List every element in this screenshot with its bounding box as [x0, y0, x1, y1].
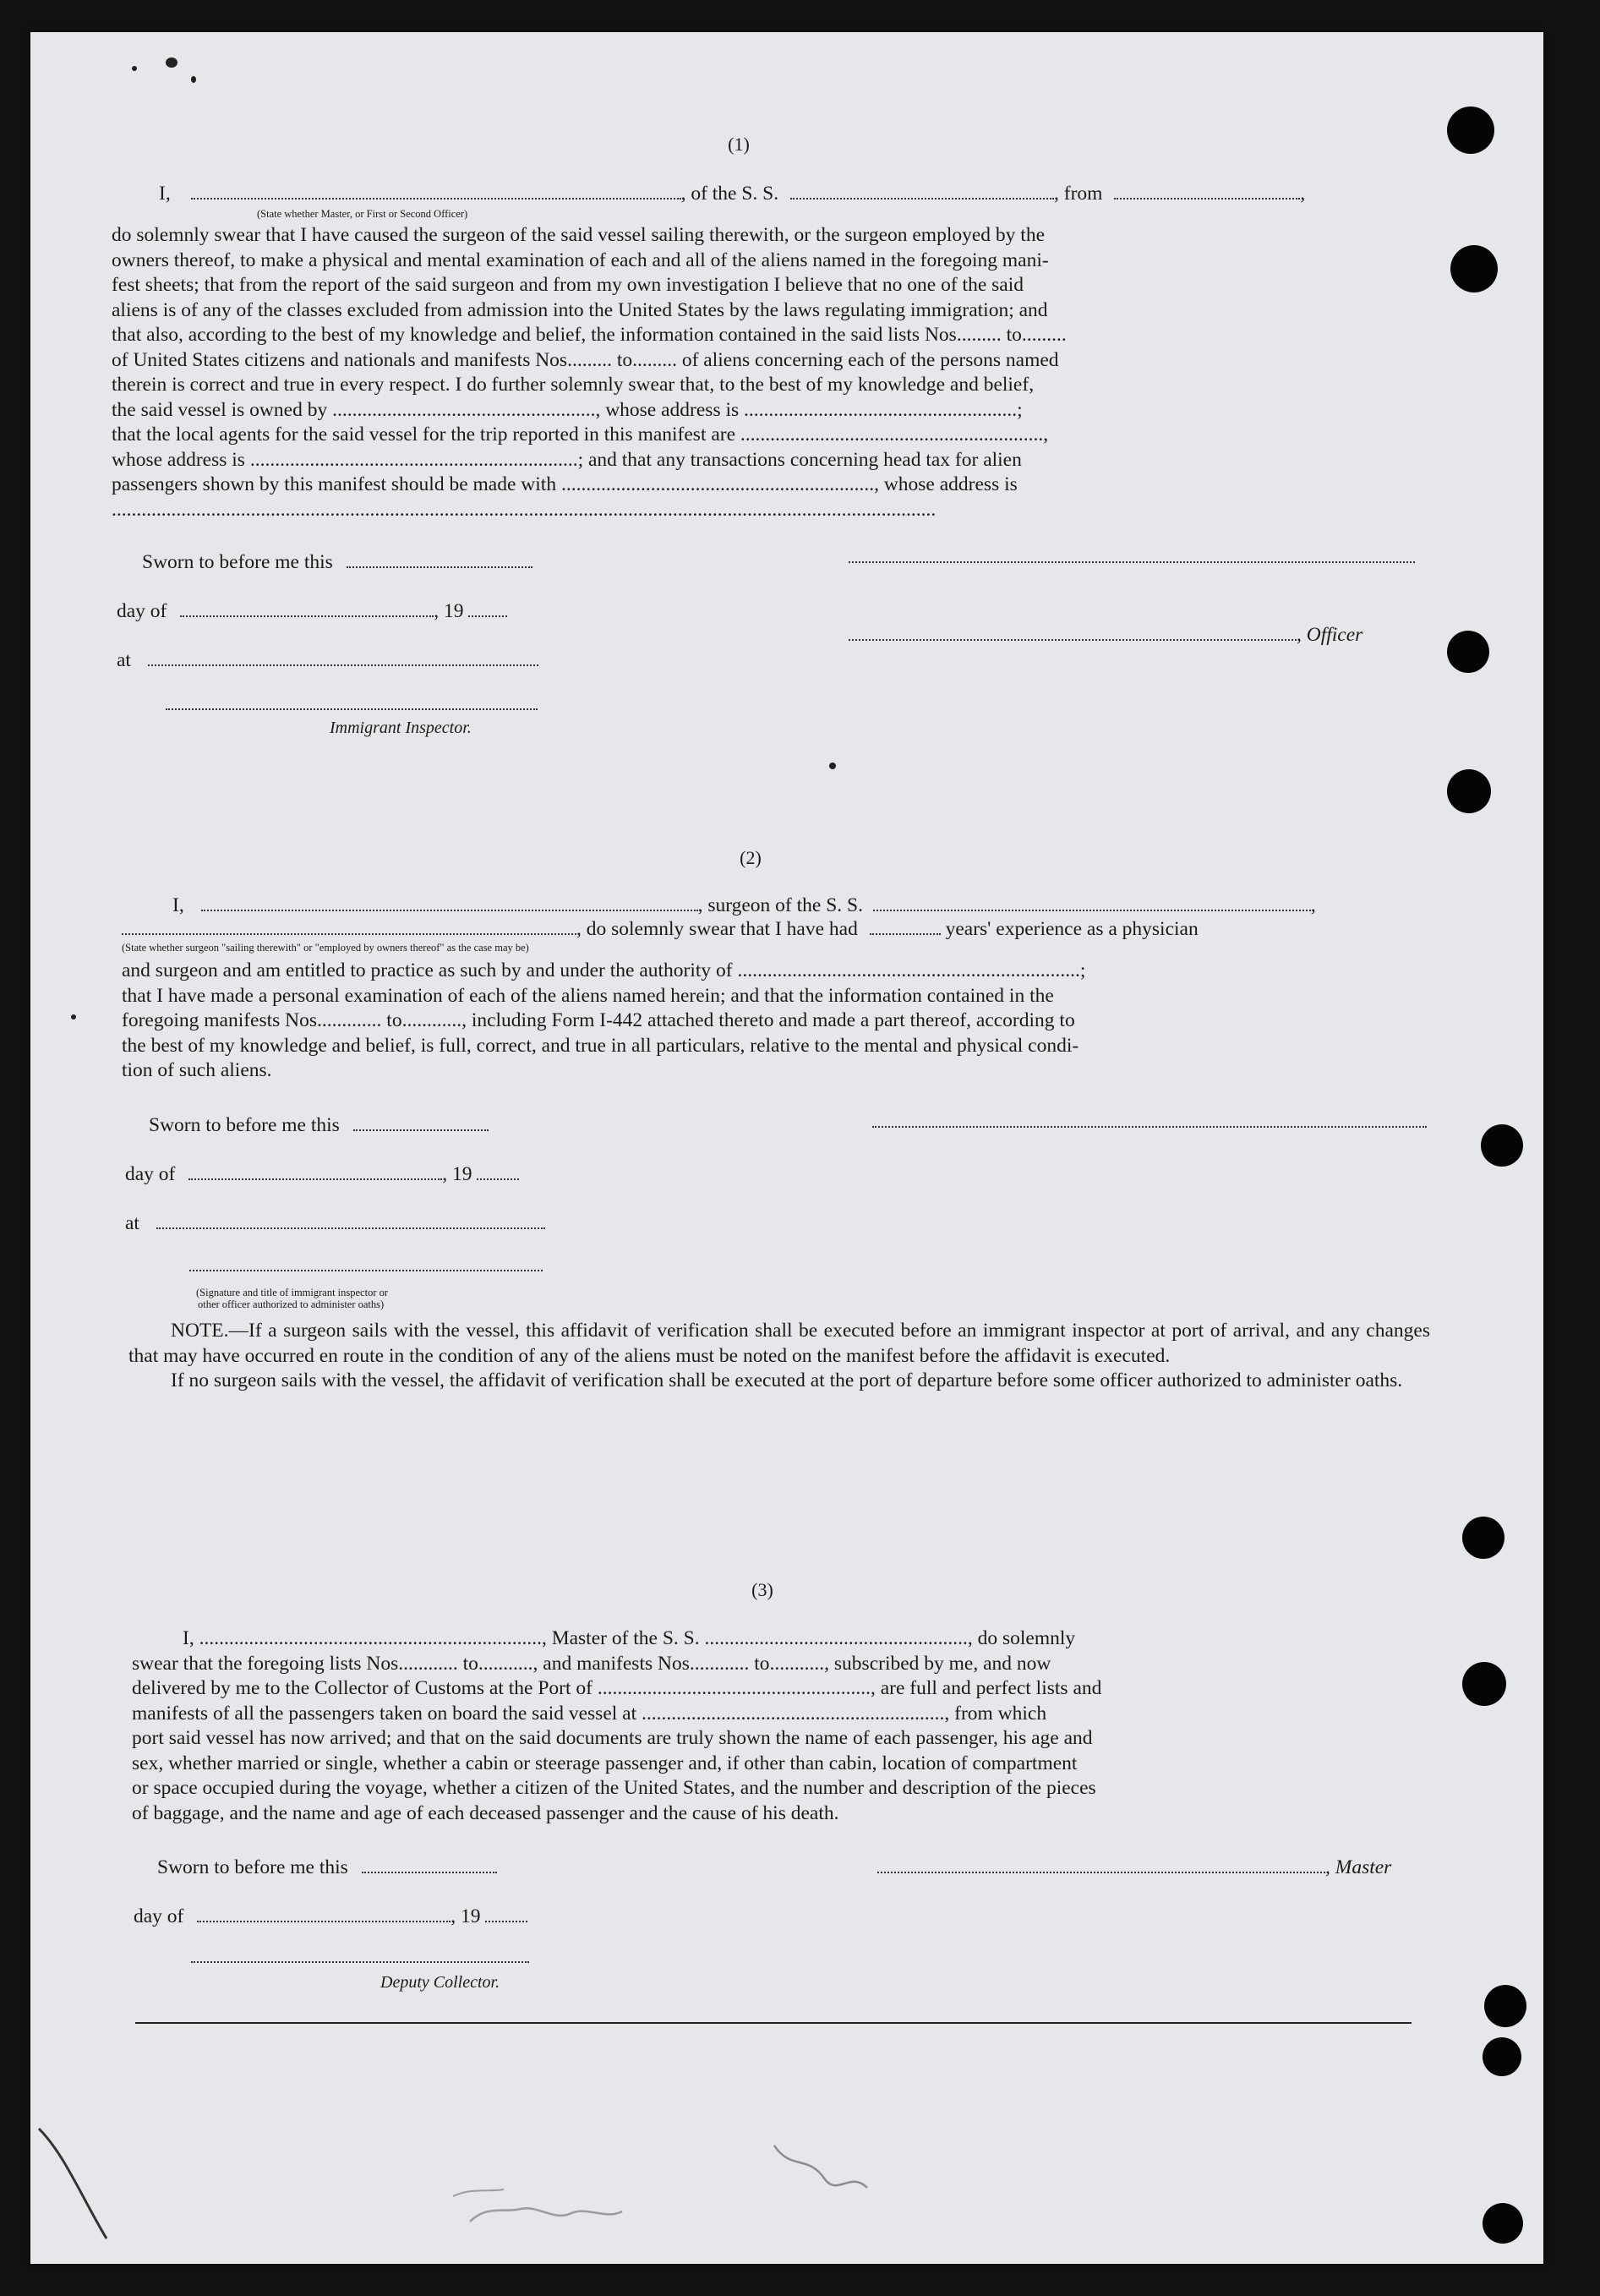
officer-signature-line[interactable]	[849, 561, 1415, 563]
surgeon-caption: (State whether surgeon "sailing therewith" or "employed by owners thereof" as the case may be)	[122, 942, 529, 954]
bottom-rule	[135, 2022, 1412, 2024]
paragraph-line: fest sheets; that from the report of the said surgeon and from my own investigation I believe that no one of the said	[112, 274, 1024, 296]
paragraph-line: delivered by me to the Collector of Customs at the Port of ......................................................., are full and perfect lists and	[132, 1677, 1102, 1699]
collector-signature-line[interactable]	[191, 1961, 529, 1963]
sworn-date-field[interactable]	[362, 1855, 497, 1873]
sworn-date-field[interactable]	[353, 1112, 489, 1131]
day-of-line-2	[125, 1162, 519, 1187]
surgeon-status-field[interactable]	[122, 916, 576, 935]
paragraph-line: of United States citizens and nationals and manifests Nos......... to......... of aliens concerning each of the persons named	[112, 348, 1059, 371]
section-2-number: (2)	[740, 847, 762, 868]
master-signature-field[interactable]	[877, 1855, 1325, 1873]
sworn-line-2	[149, 1112, 489, 1138]
text: , 19	[451, 1905, 481, 1927]
text: , 19	[442, 1163, 472, 1185]
at-line-2	[125, 1211, 545, 1236]
text: day of	[134, 1905, 184, 1927]
text: Sworn to before me this	[157, 1856, 348, 1878]
paragraph-line: passengers shown by this manifest should be made with ..............................................................., whose address is	[112, 473, 1018, 495]
text: , surgeon of the S. S.	[697, 894, 863, 916]
punch-hole	[1447, 769, 1491, 813]
year-field[interactable]	[485, 1904, 527, 1922]
paragraph-line: and surgeon and am entitled to practice as such by and under the authority of .....................................................................;	[122, 959, 1086, 981]
section-3-number: (3)	[751, 1579, 773, 1600]
officer-caption: (State whether Master, or First or Second Officer)	[257, 208, 468, 220]
text: I,	[172, 894, 184, 916]
text: Sworn to before me this	[142, 551, 333, 573]
note-label: NOTE.	[171, 1320, 229, 1342]
handwritten-marks	[30, 2095, 1129, 2255]
month-field[interactable]	[180, 599, 434, 617]
document-page	[30, 32, 1543, 2264]
surgeon-name-field[interactable]	[201, 893, 698, 911]
paragraph-line: of baggage, and the name and age of each deceased passenger and the cause of his death.	[132, 1801, 839, 1824]
punch-hole	[1484, 1985, 1526, 2027]
text: at	[125, 1212, 139, 1234]
paragraph-line: tion of such aliens.	[122, 1059, 272, 1081]
punch-hole	[1483, 2037, 1521, 2076]
inspector-signature-line[interactable]	[166, 708, 538, 710]
paragraph-line: therein is correct and true in every respect. I do further solemnly swear that, to the best of my knowledge and belief,	[112, 374, 1035, 396]
text: years' experience as a physician	[945, 918, 1199, 940]
sig-caption-2: other officer authorized to administer oaths)	[198, 1298, 385, 1310]
punch-hole	[1447, 631, 1489, 673]
sig-caption-1: (Signature and title of immigrant inspector or	[196, 1287, 389, 1298]
paragraph-line: sex, whether married or single, whether a cabin or steerage passenger and, if other than cabin, location of compartment	[132, 1752, 1078, 1774]
speck	[71, 1014, 76, 1020]
paragraph-line: swear that the foregoing lists Nos............ to..........., and manifests Nos............ to..........., subscribed by me, and now	[132, 1652, 1051, 1675]
day-of-line-1	[117, 599, 507, 624]
surgeon-signature-line[interactable]	[872, 1126, 1427, 1128]
text: day of	[117, 600, 167, 622]
years-field[interactable]	[870, 916, 941, 935]
punch-hole	[1481, 1124, 1523, 1167]
text: , Master	[1325, 1856, 1392, 1878]
departure-port-field[interactable]	[1114, 181, 1300, 200]
section-2-body	[122, 959, 1427, 1084]
section-1-number: (1)	[728, 134, 750, 155]
paragraph-line: that the local agents for the said vessel for the trip reported in this manifest are .............................................................,	[112, 424, 1049, 446]
text: , from	[1054, 183, 1103, 205]
text: Sworn to before me this	[149, 1114, 340, 1136]
paragraph-line: the said vessel is owned by ....................................................., whose address is .......................................................;	[112, 398, 1023, 421]
month-field[interactable]	[197, 1904, 451, 1922]
paragraph-line: owners thereof, to make a physical and mental examination of each and all of the aliens named in the foregoing mani-	[112, 249, 1049, 271]
text: I,	[159, 183, 171, 205]
punch-hole	[1483, 2203, 1523, 2244]
speck	[166, 57, 177, 68]
punch-hole	[1462, 1662, 1506, 1706]
paragraph-line: aliens is of any of the classes excluded from admission into the United States by the laws regulating immigration; and	[112, 298, 1048, 321]
paragraph-line: the best of my knowledge and belief, is full, correct, and true in all particulars, relative to the mental and physical condi-	[122, 1034, 1079, 1057]
note-para	[128, 1319, 1430, 1369]
officer-field[interactable]	[849, 622, 1297, 641]
paragraph-line: foregoing manifests Nos............. to............, including Form I-442 attached thereto and made a part thereof, according to	[122, 1009, 1075, 1031]
text: at	[117, 649, 131, 671]
section-1-body	[112, 223, 1420, 522]
paragraph-line: or space occupied during the voyage, whether a citizen of the United States, and the number and description of the pieces	[132, 1777, 1096, 1799]
sworn-date-field[interactable]	[347, 549, 532, 568]
speck	[829, 763, 836, 769]
year-field[interactable]	[468, 599, 507, 617]
note-para-2: If no surgeon sails with the vessel, the affidavit of verification shall be executed at the port of departure before some officer authorized to administer oaths.	[171, 1369, 1403, 1391]
at-line-1	[117, 648, 538, 673]
speck	[191, 76, 196, 83]
punch-hole	[1450, 245, 1498, 292]
paragraph-line: I, ....................................................................., Master of the S. S. ....................................................., do solemnly	[183, 1627, 1076, 1649]
text: , do solemnly swear that I have had	[576, 918, 858, 940]
year-field[interactable]	[477, 1162, 519, 1180]
ship-name-field[interactable]	[790, 181, 1054, 200]
day-of-line-3	[134, 1904, 527, 1929]
paragraph-line: port said vessel has now arrived; and that on the said documents are truly shown the name of each passenger, his age and	[132, 1727, 1093, 1749]
punch-hole	[1447, 107, 1494, 154]
paragraph-line: ......................................................................................................................................................................	[112, 498, 937, 521]
speck	[132, 66, 137, 71]
month-field[interactable]	[188, 1162, 442, 1180]
place-field[interactable]	[156, 1211, 545, 1229]
inspector-label: Immigrant Inspector.	[330, 719, 472, 737]
master-line	[877, 1855, 1391, 1880]
officer-name-field[interactable]	[191, 181, 681, 200]
ship-name-field[interactable]	[873, 893, 1311, 911]
authorized-officer-signature-line[interactable]	[189, 1270, 543, 1271]
section-3-body	[132, 1626, 1435, 1826]
officer-line	[849, 622, 1362, 648]
paragraph-line: do solemnly swear that I have caused the surgeon of the said vessel sailing therewith, or the surgeon employed by the	[112, 224, 1046, 246]
place-field[interactable]	[148, 648, 538, 666]
paragraph-line: that also, according to the best of my knowledge and belief, the information contained in the said lists Nos......... to.........	[112, 324, 1067, 346]
section-1-line-1	[159, 181, 1305, 206]
text: , of the S. S.	[680, 183, 779, 205]
paragraph-line: that I have made a personal examination of each of the aliens named herein; and that the information contained in the	[122, 984, 1054, 1007]
collector-label: Deputy Collector.	[380, 1973, 500, 1992]
paragraph-line: whose address is ..................................................................; and that any transactions concerning head tax for alien	[112, 448, 1022, 471]
text: , Officer	[1297, 624, 1363, 646]
sworn-line-3	[157, 1855, 497, 1880]
note-text: —If a surgeon sails with the vessel, this affidavit of verification shall be executed before an immigrant inspector at port of arrival, and any changes that may have occurred en route in the condition of any of the aliens must be noted on the manifest before the affidavit is executed.	[128, 1320, 1430, 1367]
text: day of	[125, 1163, 176, 1185]
section-2-line-2	[122, 916, 1199, 942]
punch-hole	[1462, 1517, 1504, 1559]
sworn-line-1	[142, 549, 532, 575]
section-2-line-1	[172, 893, 1316, 918]
text: ,	[1300, 183, 1306, 205]
text: ,	[1310, 894, 1316, 916]
note-block	[128, 1319, 1430, 1394]
paragraph-line: manifests of all the passengers taken on board the said vessel at ............................................................., from which	[132, 1702, 1047, 1725]
text: , 19	[434, 600, 464, 622]
